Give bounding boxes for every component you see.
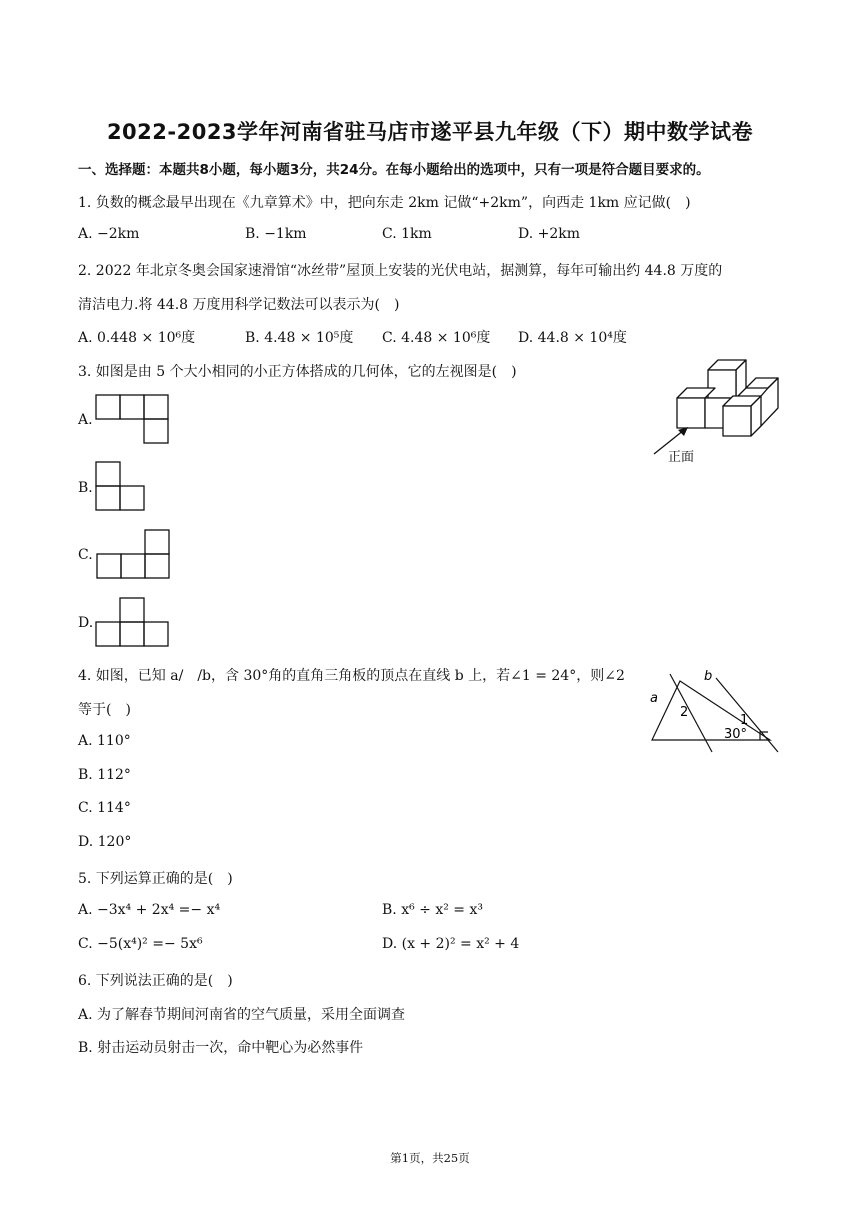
section-heading: 一、选择题：本题共8小题，每小题3分，共24分。在每小题给出的选项中，只有一项是符合题目要求的。 <box>78 162 710 178</box>
q4-geometry-figure <box>640 664 785 756</box>
svg-text:a: a <box>650 691 658 706</box>
q3-option-a-figure <box>96 395 170 445</box>
q3-option-c-label: C. <box>78 547 93 563</box>
svg-text:1: 1 <box>740 713 749 728</box>
q4-option-c: C. 114° <box>78 800 131 816</box>
page-footer: 第1页，共25页 <box>390 1151 470 1165</box>
q3-option-a-label: A. <box>78 412 93 428</box>
q5-option-b: B. x⁶ ÷ x² = x³ <box>382 902 483 918</box>
q3-option-b-label: B. <box>78 480 93 496</box>
page-title: 2022-2023学年河南省驻马店市遂平县九年级（下）期中数学试卷 <box>106 120 754 144</box>
q5-option-d: D. (x + 2)² = x² + 4 <box>382 936 520 952</box>
q2-option-c: C. 4.48 × 10⁶度 <box>382 330 491 346</box>
question-6-stem: 6. 下列说法正确的是( ) <box>78 973 233 989</box>
q3-front-label: 正面 <box>668 450 695 465</box>
q6-option-b: B. 射击运动员射击一次，命中靶心为必然事件 <box>78 1040 364 1056</box>
q1-option-d: D. +2km <box>518 226 581 242</box>
q3-option-c-figure <box>97 530 171 580</box>
q3-option-d-label: D. <box>78 615 94 631</box>
question-2-stem-line1: 2. 2022 年北京冬奥会国家速滑馆“冰丝带”屋顶上安装的光伏电站，据测算，每年可输出约 44.8 万度的 <box>78 263 723 279</box>
q1-option-b: B. −1km <box>245 226 307 242</box>
q5-option-c: C. −5(x⁴)² =− 5x⁶ <box>78 936 203 952</box>
question-3-stem: 3. 如图是由 5 个大小相同的小正方体搭成的几何体，它的左视图是( ) <box>78 364 517 380</box>
q3-option-b-figure <box>96 462 148 512</box>
q4-option-a: A. 110° <box>78 733 131 749</box>
q4-option-b: B. 112° <box>78 767 131 783</box>
question-4-stem-line1: 4. 如图，已知 a/ /b，含 30°角的直角三角板的顶点在直线 b 上，若∠1 = 24°，则∠2 <box>78 668 625 684</box>
question-2-stem-line2: 清洁电力.将 44.8 万度用科学记数法可以表示为( ) <box>78 297 400 313</box>
question-1-stem: 1. 负数的概念最早出现在《九章算术》中，把向东走 2km 记做“+2km”，向西走 1km 应记做( ) <box>78 195 691 211</box>
q2-option-d: D. 44.8 × 10⁴度 <box>518 330 627 346</box>
q2-option-a: A. 0.448 × 10⁶度 <box>78 330 196 346</box>
question-5-stem: 5. 下列运算正确的是( ) <box>78 871 233 887</box>
q3-option-d-figure <box>96 598 170 648</box>
q3-cube-figure <box>640 356 790 466</box>
svg-text:2: 2 <box>680 705 689 720</box>
svg-text:b: b <box>704 669 713 684</box>
question-4-stem-line2: 等于( ) <box>78 702 131 718</box>
q5-option-a: A. −3x⁴ + 2x⁴ =− x⁴ <box>78 902 221 918</box>
q6-option-a: A. 为了解春节期间河南省的空气质量，采用全面调查 <box>78 1007 406 1023</box>
svg-text:30°: 30° <box>724 727 748 742</box>
q1-option-c: C. 1km <box>382 226 432 242</box>
q4-option-d: D. 120° <box>78 834 132 850</box>
q1-option-a: A. −2km <box>78 226 140 242</box>
q2-option-b: B. 4.48 × 10⁵度 <box>245 330 354 346</box>
